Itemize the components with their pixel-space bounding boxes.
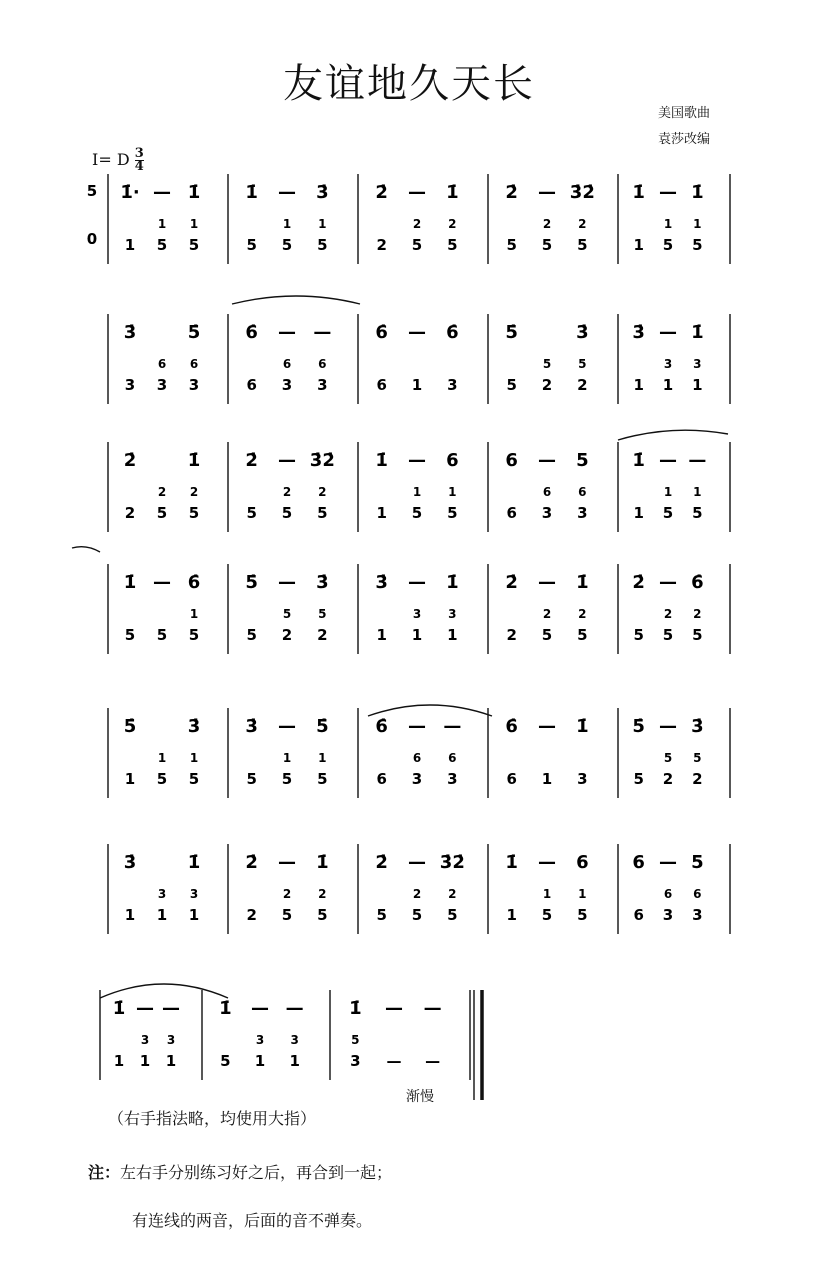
- melody-note: —: [153, 572, 171, 593]
- melody-note: 5: [576, 450, 589, 471]
- bass-note: 1: [692, 376, 703, 394]
- melody-note: 3̇: [576, 322, 589, 343]
- bass-note: 5: [156, 236, 168, 254]
- melody-note: —: [313, 322, 332, 343]
- melody-note: 1̇: [576, 572, 589, 593]
- bass-note: 5: [376, 906, 387, 924]
- string-number-lower: 0: [86, 230, 98, 248]
- upper-accomp-note: 6: [448, 751, 457, 765]
- melody-note: 3̇: [187, 716, 201, 737]
- melody-note: —: [278, 572, 296, 593]
- melody-note: —: [688, 450, 707, 471]
- note-line-2: 有连线的两音，后面的音不弹奏。: [132, 1211, 373, 1230]
- upper-accomp-note: 5: [578, 357, 587, 371]
- melody-note: —: [278, 852, 296, 873]
- upper-accomp-note: 3: [189, 887, 199, 901]
- bass-note: 2: [376, 236, 387, 254]
- melody-note: 1̇: [187, 852, 201, 873]
- melody-note: 1̇: [446, 182, 459, 203]
- upper-accomp-note: 1: [693, 485, 702, 499]
- upper-accomp-note: 2: [318, 887, 327, 901]
- bass-note: 1: [447, 626, 458, 644]
- melody-note: 3̇: [632, 322, 645, 343]
- bass-note: 3: [156, 376, 168, 394]
- melody-note: 3̇: [316, 572, 329, 593]
- melody-note: 2̇: [632, 572, 645, 593]
- melody-note: —: [251, 998, 269, 1019]
- upper-accomp-note: 1: [318, 217, 327, 231]
- upper-accomp-note: 2: [412, 887, 422, 901]
- bass-note: 3: [350, 1052, 361, 1070]
- melody-note: —: [278, 322, 296, 343]
- bass-note: 2: [281, 626, 293, 644]
- bass-note: 5: [411, 906, 423, 924]
- bass-note: 1: [165, 1052, 177, 1070]
- string-number-upper: 5: [86, 182, 98, 200]
- melody-note: 1̇·: [120, 182, 140, 203]
- melody-note: 6̇: [375, 322, 388, 343]
- upper-accomp-note: 5: [693, 751, 702, 765]
- melody-note: 5̇: [316, 716, 329, 737]
- melody-note: —: [408, 182, 426, 203]
- melody-note: —: [443, 716, 462, 737]
- melody-note: —: [408, 716, 426, 737]
- bass-note: 5: [633, 770, 644, 788]
- upper-accomp-note: 5: [663, 751, 673, 765]
- upper-accomp-note: 1: [282, 217, 292, 231]
- bass-note: 1: [156, 906, 168, 924]
- bass-note: 5: [281, 770, 293, 788]
- melody-note: —: [136, 998, 154, 1019]
- bass-note: 5: [156, 504, 168, 522]
- bass-note: 3: [411, 770, 423, 788]
- melody-note: 2̇: [505, 572, 518, 593]
- melody-note: —: [408, 322, 426, 343]
- bass-note: 1: [289, 1052, 300, 1070]
- upper-accomp-note: 3: [166, 1033, 176, 1047]
- bass-note: 1: [124, 770, 136, 788]
- melody-note: —: [659, 182, 677, 203]
- time-bottom: 4: [134, 159, 144, 174]
- upper-accomp-note: 2: [282, 887, 292, 901]
- slur-arc: [100, 984, 228, 998]
- upper-accomp-note: 3: [448, 607, 457, 621]
- upper-accomp-note: 5: [282, 607, 292, 621]
- melody-note: —: [659, 322, 677, 343]
- melody-note: —: [538, 182, 556, 203]
- upper-accomp-note: 5: [542, 357, 552, 371]
- upper-accomp-note: 2: [578, 217, 587, 231]
- bass-note: 5: [281, 504, 293, 522]
- fingering-note: （右手指法略，均使用大指）: [108, 1109, 317, 1128]
- melody-note: 2̇: [245, 450, 258, 471]
- bass-note: 5: [188, 770, 200, 788]
- bass-note: 1: [541, 770, 553, 788]
- bass-note: 5: [633, 626, 644, 644]
- melody-note: 1̇: [316, 852, 329, 873]
- upper-accomp-note: 5: [351, 1033, 360, 1047]
- upper-accomp-note: 1: [663, 217, 673, 231]
- upper-accomp-note: 2: [448, 887, 457, 901]
- upper-accomp-note: 6: [663, 887, 673, 901]
- upper-accomp-note: 3: [412, 607, 422, 621]
- bass-note: 5: [317, 236, 328, 254]
- bass-note: 5: [411, 236, 423, 254]
- bass-note: 5: [447, 906, 458, 924]
- upper-accomp-note: 1: [318, 751, 327, 765]
- upper-accomp-note: 3: [157, 887, 167, 901]
- bass-note: 1: [376, 626, 387, 644]
- upper-accomp-note: 2: [157, 485, 167, 499]
- bass-note: 5: [156, 770, 168, 788]
- melody-note: 6̇: [375, 716, 388, 737]
- bass-note: 6: [506, 504, 517, 522]
- bass-note: 5: [188, 626, 200, 644]
- bass-note: 1: [124, 236, 136, 254]
- bass-note: 5: [281, 236, 293, 254]
- bass-note: 5: [246, 626, 257, 644]
- melody-note: 1̇: [691, 182, 704, 203]
- melody-note: —: [659, 716, 677, 737]
- bass-note: 5: [188, 504, 200, 522]
- bass-note: 3: [662, 906, 674, 924]
- melody-note: 6̇: [691, 572, 704, 593]
- bass-note: 2: [541, 376, 553, 394]
- bass-note: 5: [317, 504, 328, 522]
- bass-note: 5: [506, 236, 517, 254]
- bass-note: 5: [577, 236, 588, 254]
- melody-note: —: [408, 572, 426, 593]
- bass-note: 6: [246, 376, 257, 394]
- upper-accomp-note: 3: [693, 357, 702, 371]
- melody-note: —: [538, 716, 556, 737]
- melody-note: 1̇: [187, 450, 201, 471]
- upper-accomp-note: 2: [282, 485, 292, 499]
- upper-accomp-note: 3: [663, 357, 673, 371]
- upper-accomp-note: 6: [693, 887, 702, 901]
- melody-note: —: [408, 450, 426, 471]
- melody-note: 1̇: [505, 852, 518, 873]
- melody-note: 6̇: [187, 572, 201, 593]
- bass-note: 3: [124, 376, 136, 394]
- bass-note: 5: [692, 236, 703, 254]
- melody-note: 1̇: [576, 716, 589, 737]
- melody-note: 3̇2̇: [569, 182, 595, 203]
- melody-note: 2̇: [505, 182, 518, 203]
- tempo-marking: 渐慢: [406, 1089, 434, 1105]
- melody-note: —: [538, 572, 556, 593]
- bass-note: 1: [633, 504, 644, 522]
- upper-accomp-note: 2: [318, 485, 327, 499]
- melody-note: 3̇: [691, 716, 704, 737]
- bass-note: 1: [633, 236, 644, 254]
- melody-note: 6̇: [245, 322, 258, 343]
- bass-note: 6: [633, 906, 644, 924]
- melody-note: 3̇: [245, 716, 258, 737]
- bass-note: 1: [124, 906, 136, 924]
- melody-note: —: [538, 852, 556, 873]
- bass-note: —: [425, 1052, 441, 1070]
- melody-note: 2̇: [123, 450, 137, 471]
- bass-note: 1: [113, 1052, 125, 1070]
- upper-accomp-note: 3: [255, 1033, 265, 1047]
- melody-note: 3̇: [123, 852, 137, 873]
- melody-note: —: [153, 182, 171, 203]
- bass-note: 5: [447, 504, 458, 522]
- bass-note: 1: [662, 376, 674, 394]
- slur-arc: [368, 705, 492, 716]
- upper-accomp-note: 2: [189, 485, 199, 499]
- bass-note: 5: [246, 770, 257, 788]
- upper-accomp-note: 6: [157, 357, 167, 371]
- bass-note: 5: [156, 626, 168, 644]
- upper-accomp-note: 2: [412, 217, 422, 231]
- upper-accomp-note: 1: [189, 751, 199, 765]
- upper-accomp-note: 2: [693, 607, 702, 621]
- bass-note: 3: [577, 770, 588, 788]
- melody-note: —: [278, 716, 296, 737]
- melody-note: —: [659, 450, 677, 471]
- melody-note: 6: [505, 450, 518, 471]
- melody-note: 6: [446, 450, 459, 471]
- bass-note: —: [386, 1052, 402, 1070]
- upper-accomp-note: 2: [578, 607, 587, 621]
- bass-note: 1: [506, 906, 517, 924]
- melody-note: —: [659, 572, 677, 593]
- bass-note: 3: [317, 376, 328, 394]
- bass-note: 1: [376, 504, 387, 522]
- melody-note: 1̇: [375, 450, 388, 471]
- upper-accomp-note: 6: [578, 485, 587, 499]
- bass-note: 5: [281, 906, 293, 924]
- upper-accomp-note: 5: [318, 607, 327, 621]
- bass-note: 5: [124, 626, 136, 644]
- bass-note: 5: [541, 236, 553, 254]
- bass-note: 5: [411, 504, 423, 522]
- bass-note: 1: [139, 1052, 151, 1070]
- upper-accomp-note: 1: [189, 217, 199, 231]
- bass-note: 2: [577, 376, 588, 394]
- arranger-credit: 袁莎改编: [658, 132, 711, 147]
- melody-note: 1̇: [112, 998, 126, 1019]
- upper-accomp-note: 1: [542, 887, 552, 901]
- melody-note: —: [385, 998, 403, 1019]
- upper-accomp-note: 6: [282, 357, 292, 371]
- note-line-1: [88, 1160, 392, 1183]
- bass-note: 5: [577, 906, 588, 924]
- bass-note: 2: [506, 626, 517, 644]
- melody-note: 1̇: [123, 572, 137, 593]
- bass-note: 3: [577, 504, 588, 522]
- melody-note: —: [659, 852, 677, 873]
- melody-note: 1̇: [632, 450, 645, 471]
- upper-accomp-note: 2: [663, 607, 673, 621]
- upper-accomp-note: 3: [140, 1033, 150, 1047]
- upper-accomp-note: 2: [448, 217, 457, 231]
- bass-note: 5: [188, 236, 200, 254]
- melody-note: 3̇2̇: [309, 450, 335, 471]
- origin-credit: 美国歌曲: [658, 106, 711, 121]
- melody-note: 6: [576, 852, 589, 873]
- melody-note: —: [423, 998, 442, 1019]
- melody-note: 1̇: [632, 182, 645, 203]
- bass-note: 1: [254, 1052, 266, 1070]
- melody-note: 5̇: [245, 572, 258, 593]
- bass-note: 5: [220, 1052, 231, 1070]
- melody-note: —: [285, 998, 304, 1019]
- upper-accomp-note: 1: [412, 485, 422, 499]
- melody-note: 3̇: [123, 322, 137, 343]
- slur-arc: [232, 296, 360, 304]
- bass-note: 2: [692, 770, 703, 788]
- bass-note: 2: [246, 906, 257, 924]
- upper-accomp-note: 1: [578, 887, 587, 901]
- upper-accomp-note: 2: [542, 607, 552, 621]
- bass-note: 5: [506, 376, 517, 394]
- bass-note: 2: [317, 626, 328, 644]
- slur-arc: [72, 547, 100, 552]
- bass-note: 3: [188, 376, 200, 394]
- melody-note: 2̇: [375, 852, 388, 873]
- melody-note: 1̇: [349, 998, 362, 1019]
- melody-note: —: [278, 450, 296, 471]
- upper-accomp-note: 6: [189, 357, 199, 371]
- melody-note: 5: [691, 852, 704, 873]
- melody-note: —: [408, 852, 426, 873]
- upper-accomp-note: 1: [157, 217, 167, 231]
- bass-note: 3: [541, 504, 553, 522]
- melody-note: 6̇: [446, 322, 459, 343]
- melody-note: 6̇: [505, 716, 518, 737]
- bass-note: 1: [188, 906, 200, 924]
- melody-note: 3̇: [316, 182, 329, 203]
- melody-note: —: [162, 998, 180, 1019]
- upper-accomp-note: 1: [448, 485, 457, 499]
- bass-note: 5: [246, 236, 257, 254]
- bass-note: 1: [411, 376, 423, 394]
- upper-accomp-note: 3: [290, 1033, 299, 1047]
- bass-note: 5: [317, 906, 328, 924]
- upper-accomp-note: 6: [412, 751, 422, 765]
- melody-note: 1̇: [187, 182, 201, 203]
- melody-note: 2̇: [375, 182, 388, 203]
- melody-note: 3̇2̇: [439, 852, 465, 873]
- bass-note: 5: [541, 906, 553, 924]
- slur-arc: [618, 430, 728, 440]
- bass-note: 5: [662, 236, 674, 254]
- melody-note: 3̇: [375, 572, 388, 593]
- bass-note: 5: [662, 504, 674, 522]
- bass-note: 5: [317, 770, 328, 788]
- bass-note: 5: [541, 626, 553, 644]
- upper-accomp-note: 1: [157, 751, 167, 765]
- key-label: I= D: [92, 150, 130, 169]
- bass-note: 6: [376, 376, 387, 394]
- upper-accomp-note: 1: [189, 607, 199, 621]
- time-top: 3: [134, 146, 144, 161]
- melody-note: 5̇: [505, 322, 518, 343]
- upper-accomp-note: 1: [663, 485, 673, 499]
- bass-note: 2: [662, 770, 674, 788]
- upper-accomp-note: 6: [318, 357, 327, 371]
- melody-note: 1̇: [245, 182, 258, 203]
- bass-note: 5: [577, 626, 588, 644]
- bass-note: 3: [447, 770, 458, 788]
- melody-note: 1̇: [446, 572, 459, 593]
- melody-note: —: [538, 450, 556, 471]
- melody-note: —: [278, 182, 296, 203]
- melody-note: 6: [632, 852, 645, 873]
- bass-note: 3: [281, 376, 293, 394]
- melody-note: 1̇: [219, 998, 232, 1019]
- bass-note: 6: [506, 770, 517, 788]
- bass-note: 5: [692, 626, 703, 644]
- bass-note: 5: [692, 504, 703, 522]
- upper-accomp-note: 6: [542, 485, 552, 499]
- bass-note: 1: [633, 376, 644, 394]
- bass-note: 5: [246, 504, 257, 522]
- melody-note: 5̇: [632, 716, 645, 737]
- bass-note: 6: [376, 770, 387, 788]
- bass-note: 5: [447, 236, 458, 254]
- melody-note: 1̇: [691, 322, 704, 343]
- melody-note: 5̇: [187, 322, 201, 343]
- note-text-1: 左右手分别练习好之后，再合到一起；: [120, 1163, 393, 1182]
- bass-note: 5: [662, 626, 674, 644]
- note-label: 注：: [88, 1163, 121, 1182]
- bass-note: 3: [692, 906, 703, 924]
- bass-note: 1: [411, 626, 423, 644]
- melody-note: 5̇: [123, 716, 137, 737]
- song-title: 友谊地久天长: [283, 61, 535, 107]
- upper-accomp-note: 2: [542, 217, 552, 231]
- bass-note: 2: [124, 504, 136, 522]
- upper-accomp-note: 1: [282, 751, 292, 765]
- melody-note: 2̇: [245, 852, 258, 873]
- bass-note: 3: [447, 376, 458, 394]
- upper-accomp-note: 1: [693, 217, 702, 231]
